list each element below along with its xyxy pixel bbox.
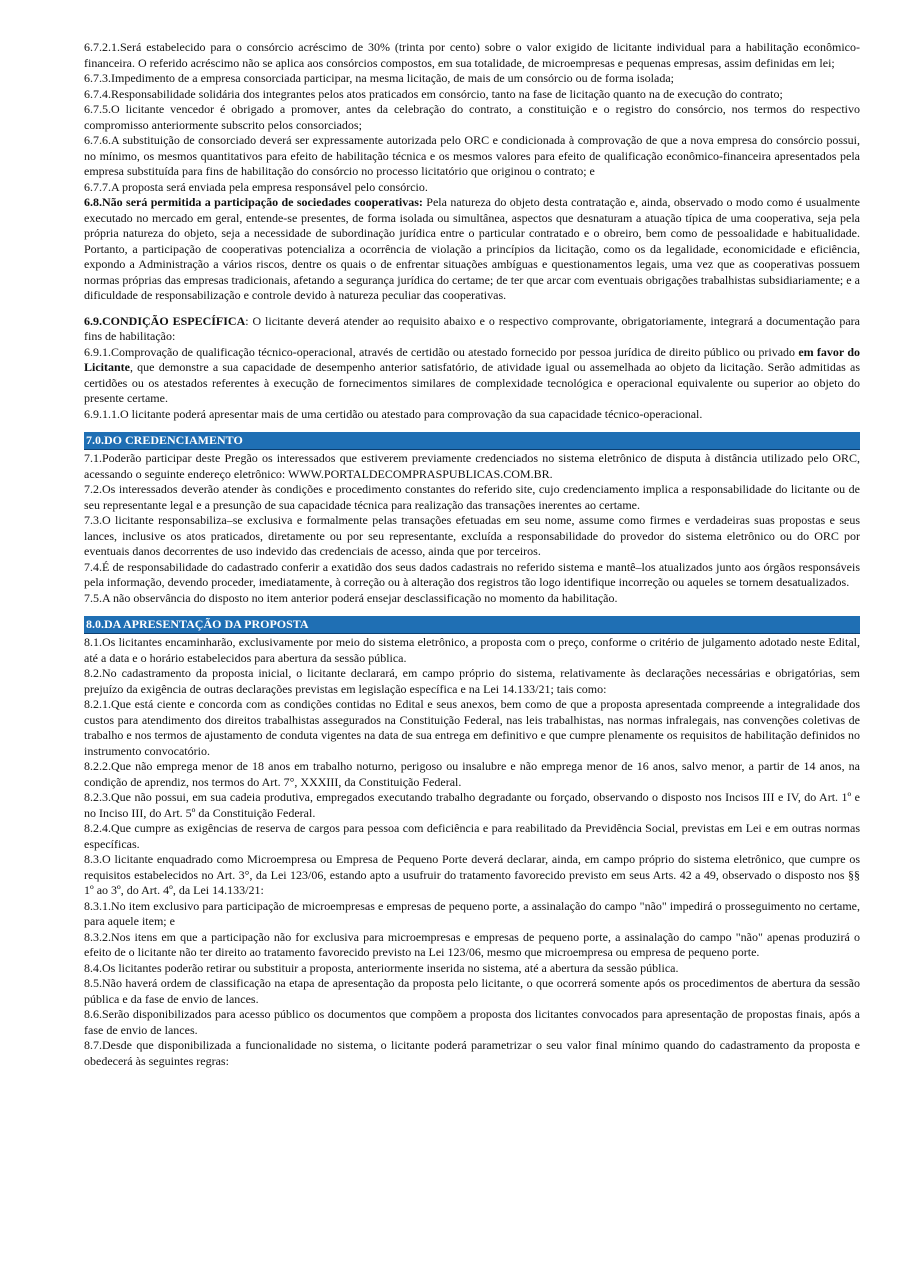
clause-6-9-1-emphasis: em favor do Licitante (84, 344, 860, 374)
clause-6-7-3: 6.7.3.Impedimento de a empresa consorciada participar, na mesma licitação, de mais de um consórcio ou de forma isolada; (84, 71, 674, 85)
clause-6-7-4: 6.7.4.Responsabilidade solidária dos integrantes pelos atos praticados em consórcio, tanto na fase de licitação quanto na de execução do contrato; (84, 86, 783, 101)
clause-6-8-title: 6.8.Não será permitida a participação de sociedades cooperativas: (84, 195, 423, 209)
clause-6-9 (84, 314, 860, 345)
section-heading-credenciamento: 7.0.DO CREDENCIAMENTO (84, 432, 860, 450)
clause-7-5: 7.5.A não observância do disposto no item anterior poderá ensejar desclassificação no momento da habilitação. (84, 590, 618, 605)
clause-6-9-1-text-b: , que demonstre a sua capacidade de desempenho anterior satisfatório, de atividade igual ou assemelhada ao objeto da licitação. Serão admitidas as certidões ou os atestados referentes à execução de fornecimentos similares de complexidade tecnológica e operacional equivalente ou superior ao objeto do presente certame. (84, 360, 860, 405)
clause-6-7-7: 6.7.7.A proposta será enviada pela empresa responsável pelo consórcio. (84, 179, 428, 194)
clause-7-3: 7.3.O licitante responsabiliza–se exclusiva e formalmente pelas transações efetuadas em seu nome, assume como firmes e verdadeiras suas propostas e seus lances, inclusive os atos praticados, diretamente ou por seu representante, excluída a responsabilidade do provedor do sistema eletrônico ou do ORC por eventuais danos decorrentes de uso indevido das credenciais de acesso, ainda que por terceiros. (84, 513, 860, 558)
clause-8-3: 8.3.O licitante enquadrado como Microempresa ou Empresa de Pequeno Porte deverá declarar, ainda, em campo próprio do sistema eletrônico, que cumpre os requisitos estabelecidos no Art. 3°, da Lei 123/06, estando apto a usufruir do tratamento favorecido previsto em seus Arts. 42 a 49, observado o disposto nos §§ 1º ao 3º, do Art. 4º, da Lei 14.133/21: (84, 852, 860, 897)
clause-6-7-5: 6.7.5.O licitante vencedor é obrigado a promover, antes da celebração do contrato, a constituição e o registro do consórcio, nos termos do respectivo compromisso anteriormente subscrito pelos consorciados; (84, 102, 860, 132)
clause-8-2-3: 8.2.3.Que não possui, em sua cadeia produtiva, empregados executando trabalho degradante ou forçado, observando o disposto nos Incisos III e IV, do Art. 1º e no Inciso III, do Art. 5º da Constituição Federal. (84, 790, 860, 820)
clause-8-4: 8.4.Os licitantes poderão retirar ou substituir a proposta, anteriormente inserida no sistema, até a abertura da sessão pública. (84, 960, 679, 975)
clause-6-9-1-text-a: 6.9.1.Comprovação de qualificação técnico-operacional, através de certidão ou atestado fornecido por pessoa jurídica de direito público ou privado (84, 344, 799, 359)
clause-7-4: 7.4.É de responsabilidade do cadastrado conferir a exatidão dos seus dados cadastrais no referido sistema e mantê–los atualizados junto aos órgãos responsáveis pela informação, devendo proceder, imediatamente, à correção ou à alteração dos registros tão logo identifique incorreção ou aqueles se tornem desatualizados. (84, 559, 860, 589)
document-page (84, 40, 860, 1069)
clause-8-2-4: 8.2.4.Que cumpre as exigências de reserva de cargos para pessoa com deficiência e para reabilitado da Previdência Social, previstas em Lei e em outras normas específicas. (84, 821, 860, 851)
clause-6-9-1 (84, 345, 860, 407)
clause-8-2-1: 8.2.1.Que está ciente e concorda com as condições contidas no Edital e seus anexos, bem como de que a proposta apresentada compreende a integralidade dos custos para atendimento dos direitos trabalhistas assegurados na Constituição Federal, nas leis trabalhistas, nas normas infralegais, nas convenções coletivas de trabalho e nos termos de ajustamento de conduta vigentes na data de sua entrega em definitivo e que cumpre plenamente os requisitos de habilitação definidos no instrumento convocatório. (84, 697, 860, 758)
clause-8-2-2: 8.2.2.Que não emprega menor de 18 anos em trabalho noturno, perigoso ou insalubre e não emprega menor de 16 anos, salvo menor, a partir de 14 anos, na condição de aprendiz, nos termos do Art. 7°, XXXIII, da Constituição Federal. (84, 759, 860, 789)
clause-6-9-title: 6.9.CONDIÇÃO ESPECÍFICA (84, 313, 246, 328)
clause-7-2: 7.2.Os interessados deverão atender às condições e procedimento constantes do referido site, cujo credenciamento implica a responsabilidade do licitante ou de seu representante legal e a presunção de sua capacidade técnica para realização das transações inerentes ao certame. (84, 482, 860, 512)
clause-6-8-text: Pela natureza do objeto desta contratação e, ainda, observado o modo como é usualmente executado no mercado em geral, entende-se presentes, de forma isolada ou simultânea, aspectos que desnaturam a atuação típica de uma cooperativa, seja pela própria natureza do objeto, seja a necessidade de subordinação jurídica entre o particular contratado e o obreiro, bem como de pessoalidade e habitualidade. Portanto, a participação de cooperativas potencializa a ocorrência de violação a princípios da licitação, como os da legalidade, economicidade e eficiência, expondo a Administração a vários riscos, dentre os quais o de enfrentar situações ambíguas e questionamentos legais, uma vez que as cooperativas possuem normas próprias das empresas tradicionais, afetando a segurança jurídica do certame; de ter que arcar com eventuais obrigações trabalhistas subsidiariamente; e a dificuldade de responsabilização e controle devido à natureza peculiar das cooperativas. (84, 195, 861, 302)
clause-8-5: 8.5.Não haverá ordem de classificação na etapa de apresentação da proposta pelo licitante, o que ocorrerá somente após os procedimentos de abertura da sessão pública e da fase de envio de lances. (84, 976, 860, 1006)
clause-8-3-2: 8.3.2.Nos itens em que a participação não for exclusiva para microempresas e empresas de pequeno porte, a assinalação do campo "não" apenas produzirá o efeito de o licitante não ter direito ao tratamento favorecido previsto na Lei 123/06, mesmo que microempresa ou empresa de pequeno porte. (84, 929, 860, 959)
clause-6-9-1-1: 6.9.1.1.O licitante poderá apresentar mais de uma certidão ou atestado para comprovação da sua capacidade técnico-operacional. (84, 406, 703, 421)
clause-7-1: 7.1.Poderão participar deste Pregão os interessados que estiverem previamente credenciados no sistema eletrônico de disputa à distância utilizado pelo ORC, acessando o seguinte endereço eletrônico: WWW.PORTALDECOMPRASPUBLICAS.COM.BR. (84, 451, 860, 481)
clause-6-8 (84, 195, 860, 304)
section-heading-proposta: 8.0.DA APRESENTAÇÃO DA PROPOSTA (84, 616, 860, 634)
clause-8-7: 8.7.Desde que disponibilizada a funcionalidade no sistema, o licitante poderá parametrizar o seu valor final mínimo quando do cadastramento da proposta e obedecerá às seguintes regras: (84, 1038, 860, 1068)
clause-6-9-text: : O licitante deverá atender ao requisito abaixo e o respectivo comprovante, obrigatoriamente, integrará a documentação para fins de habilitação: (84, 313, 860, 343)
clause-8-3-1: 8.3.1.No item exclusivo para participação de microempresas e empresas de pequeno porte, a assinalação do campo "não" impedirá o prosseguimento no certame, para aquele item; e (84, 898, 860, 928)
clause-8-6: 8.6.Serão disponibilizados para acesso público os documentos que compõem a proposta dos licitantes convocados para apresentação de propostas finais, após a fase de envio de lances. (84, 1007, 860, 1037)
clause-8-1: 8.1.Os licitantes encaminharão, exclusivamente por meio do sistema eletrônico, a proposta com o preço, conforme o critério de julgamento adotado neste Edital, até a data e o horário estabelecidos para abertura da sessão pública. (84, 635, 860, 665)
clause-6-7-2-1: 6.7.2.1.Será estabelecido para o consórcio acréscimo de 30% (trinta por cento) sobre o valor exigido de licitante individual para a habilitação econômico-financeira. O referido acréscimo não se aplica aos consórcios compostos, em sua totalidade, de microempresas e pequenas empresas, assim definidas em lei; (84, 40, 860, 70)
clause-6-7-6: 6.7.6.A substituição de consorciado deverá ser expressamente autorizada pelo ORC e condicionada à comprovação de que a nova empresa do consórcio possui, no mínimo, os mesmos quantitativos para efeito de habilitação técnica e os mesmos valores para efeito de qualificação econômico-financeira apresentados pela empresa substituída para fins de habilitação do consórcio no processo licitatório que originou o contrato; e (84, 133, 860, 178)
clause-8-2: 8.2.No cadastramento da proposta inicial, o licitante declarará, em campo próprio do sistema, relativamente às declarações necessárias e obrigatórias, sem prejuízo da exigência de outras declarações previstas em legislação específica e na Lei 14.133/21; tais como: (84, 666, 860, 696)
